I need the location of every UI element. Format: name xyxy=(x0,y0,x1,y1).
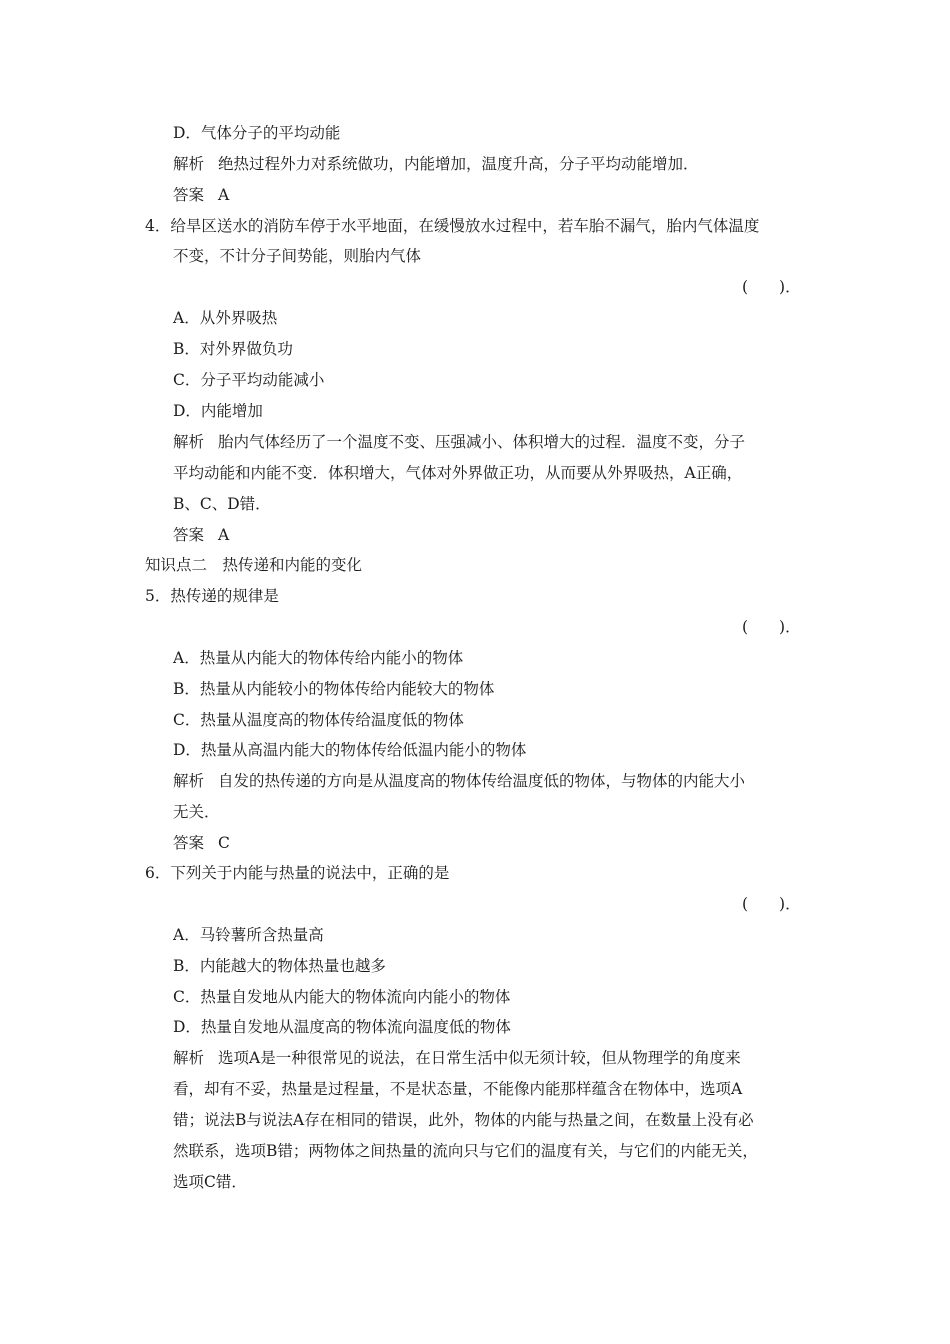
option-text: D．内能增加 xyxy=(173,402,263,420)
option-text: D．热量自发地从温度高的物体流向温度低的物体 xyxy=(173,1018,511,1036)
question-text: 5．热传递的规律是 xyxy=(145,587,279,605)
answer-label: 答案 xyxy=(173,186,205,204)
question-line xyxy=(145,586,279,606)
option-line xyxy=(173,370,324,390)
option-text: B．热量从内能较小的物体传给内能较大的物体 xyxy=(173,680,495,698)
cont-text: B、C、D错． xyxy=(173,495,271,513)
option-text: C．分子平均动能减小 xyxy=(173,371,325,389)
cont-line xyxy=(173,463,742,483)
option-text: C．热量从温度高的物体传给温度低的物体 xyxy=(173,711,464,729)
analysis-text: 自发的热传递的方向是从温度高的物体传给温度低的物体，与物体的内能大小 xyxy=(218,772,746,790)
option-line xyxy=(173,401,263,421)
option-text: A．热量从内能大的物体传给内能小的物体 xyxy=(173,649,464,667)
option-line xyxy=(173,308,277,328)
cont-text: 无关． xyxy=(173,803,220,821)
paren-text: ( )． xyxy=(742,618,801,636)
answer-label: 答案 xyxy=(173,834,205,852)
cont-text: 选项C错． xyxy=(173,1173,247,1191)
option-line xyxy=(173,123,340,143)
analysis-label: 解析 xyxy=(173,433,205,451)
paren-line xyxy=(742,277,801,297)
option-line xyxy=(173,339,293,359)
question-line xyxy=(145,863,449,883)
cont-line xyxy=(173,1079,742,1099)
cont-line xyxy=(173,802,220,822)
cont-text: 错；说法B与说法A存在相同的错误，此外，物体的内能与热量之间，在数量上没有必 xyxy=(173,1111,754,1129)
question-line xyxy=(145,216,759,236)
analysis-text: 胎内气体经历了一个温度不变、压强减小、体积增大的过程．温度不变，分子 xyxy=(218,433,746,451)
answer-line xyxy=(173,525,229,545)
option-text: C．热量自发地从内能大的物体流向内能小的物体 xyxy=(173,988,511,1006)
analysis-text: 绝热过程外力对系统做功，内能增加，温度升高，分子平均动能增加． xyxy=(218,155,699,173)
option-line xyxy=(173,648,463,668)
analysis-line xyxy=(173,154,699,174)
analysis-line xyxy=(173,1048,741,1068)
question-text: 6．下列关于内能与热量的说法中，正确的是 xyxy=(145,864,450,882)
paren-text: ( )． xyxy=(742,278,801,296)
analysis-label: 解析 xyxy=(173,1049,205,1067)
cont-text: 平均动能和内能不变．体积增大，气体对外界做正功，从而要从外界吸热，A正确， xyxy=(173,464,743,482)
cont-line xyxy=(173,494,271,514)
answer-text: A xyxy=(218,186,230,204)
answer-label: 答案 xyxy=(173,526,205,544)
analysis-label: 解析 xyxy=(173,155,205,173)
question-text: 4．给旱区送水的消防车停于水平地面，在缓慢放水过程中，若车胎不漏气，胎内气体温度 xyxy=(145,217,760,235)
paren-text: ( )． xyxy=(742,895,801,913)
answer-text: A xyxy=(218,526,230,544)
option-line xyxy=(173,987,510,1007)
option-line xyxy=(173,1017,511,1037)
cont-line xyxy=(173,1110,754,1130)
cont-text: 然联系，选项B错；两物体之间热量的流向只与它们的温度有关，与它们的内能无关， xyxy=(173,1142,758,1160)
cont-line xyxy=(173,246,421,266)
analysis-label: 解析 xyxy=(173,772,205,790)
analysis-line xyxy=(173,771,745,791)
option-line xyxy=(173,925,324,945)
option-line xyxy=(173,956,386,976)
section-line xyxy=(145,555,362,575)
option-line xyxy=(173,740,526,760)
answer-text: C xyxy=(218,834,230,852)
cont-text: 看，却有不妥，热量是过程量，不是状态量，不能像内能那样蕴含在物体中，选项A xyxy=(173,1080,743,1098)
analysis-line xyxy=(173,432,745,452)
answer-line xyxy=(173,833,230,853)
section-text: 知识点二 热传递和内能的变化 xyxy=(145,556,363,574)
option-text: A．马铃薯所含热量高 xyxy=(173,926,324,944)
paren-line xyxy=(742,894,801,914)
analysis-text: 选项A是一种很常见的说法，在日常生活中似无须计较，但从物理学的角度来 xyxy=(218,1049,741,1067)
option-text: B．内能越大的物体热量也越多 xyxy=(173,957,386,975)
answer-line xyxy=(173,185,229,205)
paren-line xyxy=(742,617,801,637)
cont-line xyxy=(173,1141,758,1161)
option-text: B．对外界做负功 xyxy=(173,340,293,358)
option-line xyxy=(173,679,494,699)
cont-line xyxy=(173,1172,247,1192)
option-text: D．气体分子的平均动能 xyxy=(173,124,341,142)
cont-text: 不变，不计分子间势能，则胎内气体 xyxy=(173,247,422,265)
option-line xyxy=(173,710,464,730)
option-text: A．从外界吸热 xyxy=(173,309,278,327)
option-text: D．热量从高温内能大的物体传给低温内能小的物体 xyxy=(173,741,527,759)
